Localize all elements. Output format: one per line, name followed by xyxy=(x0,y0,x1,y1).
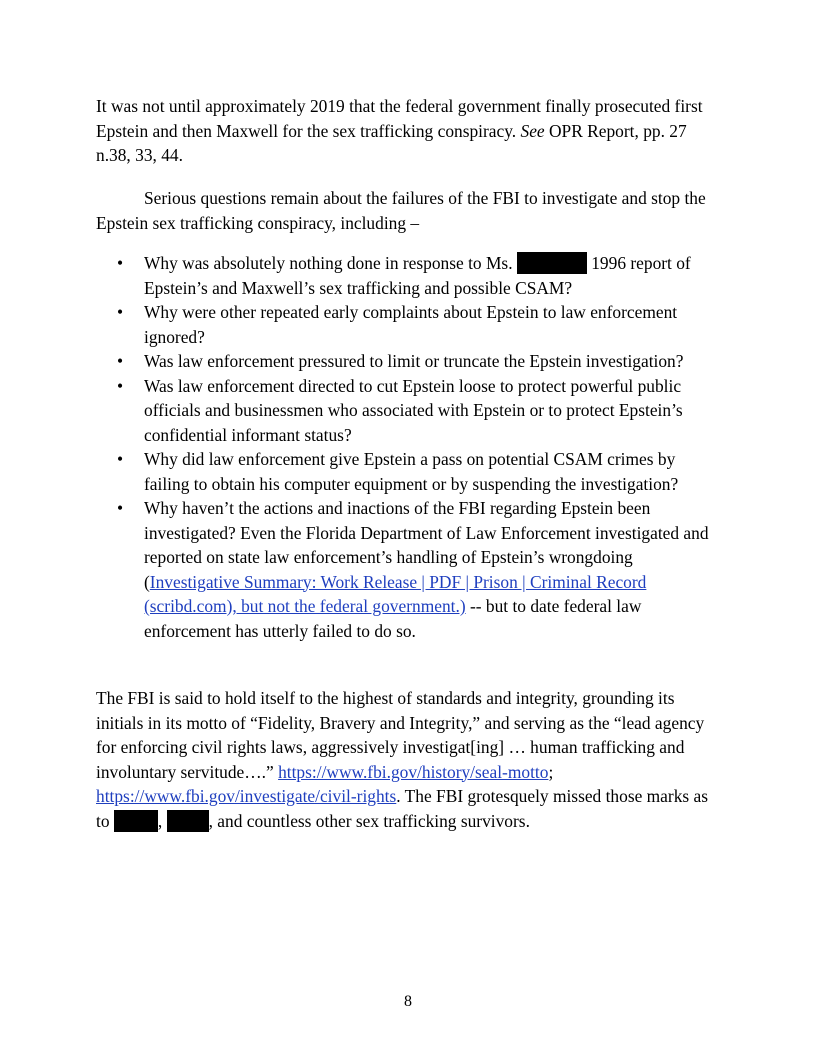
list-item xyxy=(96,300,721,349)
paragraph-text: , and countless other sex trafficking survivors. xyxy=(208,810,530,831)
paragraph-text: Serious questions remain about the failures of the FBI to investigate and stop the Epstein sex trafficking conspiracy, including – xyxy=(96,188,706,233)
paragraph-text: . The FBI grotesquely missed those marks as to xyxy=(96,786,708,831)
fbi-seal-motto-link[interactable]: https://www.fbi.gov/history/seal-motto xyxy=(278,761,549,782)
page-number: 8 xyxy=(404,993,412,1010)
paragraph-text: OPR Report, pp. 27 n.38, 33, 44. xyxy=(96,120,687,165)
paragraph-questions-intro xyxy=(96,186,721,235)
separator-text: , xyxy=(157,810,167,831)
list-item-text: 1996 report of Epstein’s and Maxwell’s sex trafficking and possible CSAM? xyxy=(144,253,691,298)
list-item xyxy=(96,447,721,496)
list-item-text: Why did law enforcement give Epstein a pass on potential CSAM crimes by failing to obtain his computer equipment or by suspending the investigation? xyxy=(144,449,679,494)
bullet-marker: • xyxy=(117,375,124,396)
scribd-summary-link[interactable]: Investigative Summary: Work Release | PDF | Prison | Criminal Record (scribd.com), but not the federal government.) xyxy=(144,571,647,616)
separator-text: ; xyxy=(548,761,554,782)
bullet-marker: • xyxy=(117,498,124,518)
bullet-marker: • xyxy=(117,449,124,469)
list-item-text: Why were other repeated early complaints about Epstein to law enforcement ignored? xyxy=(144,302,678,347)
bullet-marker: • xyxy=(117,253,124,273)
question-list xyxy=(96,251,721,643)
list-item-text: -- but to date federal law enforcement has utterly failed to do so. xyxy=(144,596,642,641)
bullet-marker: • xyxy=(117,351,124,371)
list-item xyxy=(96,349,721,374)
list-item xyxy=(96,251,721,300)
list-item-text: Was law enforcement pressured to limit or truncate the Epstein investigation? xyxy=(144,351,684,371)
paragraph-text: The FBI is said to hold itself to the highest of standards and integrity, grounding its initials in its motto of “Fidelity, Bravery and Integrity,” and serving as the “lead agency for enforcing civil rights laws, aggressively investigat[ing] … human trafficking and involuntary servitude….” xyxy=(96,688,705,782)
paragraph-fbi-standards xyxy=(96,686,721,833)
list-item xyxy=(96,374,721,448)
bullet-marker: • xyxy=(117,302,124,322)
redaction-box xyxy=(167,810,209,832)
list-item xyxy=(96,496,721,643)
fbi-civil-rights-link[interactable]: https://www.fbi.gov/investigate/civil-rights xyxy=(96,786,397,806)
list-item-text: Was law enforcement directed to cut Epstein loose to protect powerful public officials and businessmen who associated with Epstein or to protect Epstein’s confidential informant status? xyxy=(144,375,683,445)
redaction-box xyxy=(517,252,587,274)
list-item-text: Why haven’t the actions and inactions of the FBI regarding Epstein been investigated? Even the Florida Department of Law Enforcement investigated and reported on state law enforcement’s handling of Epstein’s wrongdoing ( xyxy=(144,498,709,592)
redaction-box xyxy=(114,810,158,832)
paragraph-prosecution xyxy=(96,94,721,168)
list-item-text: Why was absolutely nothing done in response to Ms. xyxy=(144,253,517,273)
paragraph-text: It was not until approximately 2019 that the federal government finally prosecuted first Epstein and then Maxwell for the sex trafficking conspiracy. xyxy=(96,96,703,141)
citation-signal: See xyxy=(520,120,545,141)
